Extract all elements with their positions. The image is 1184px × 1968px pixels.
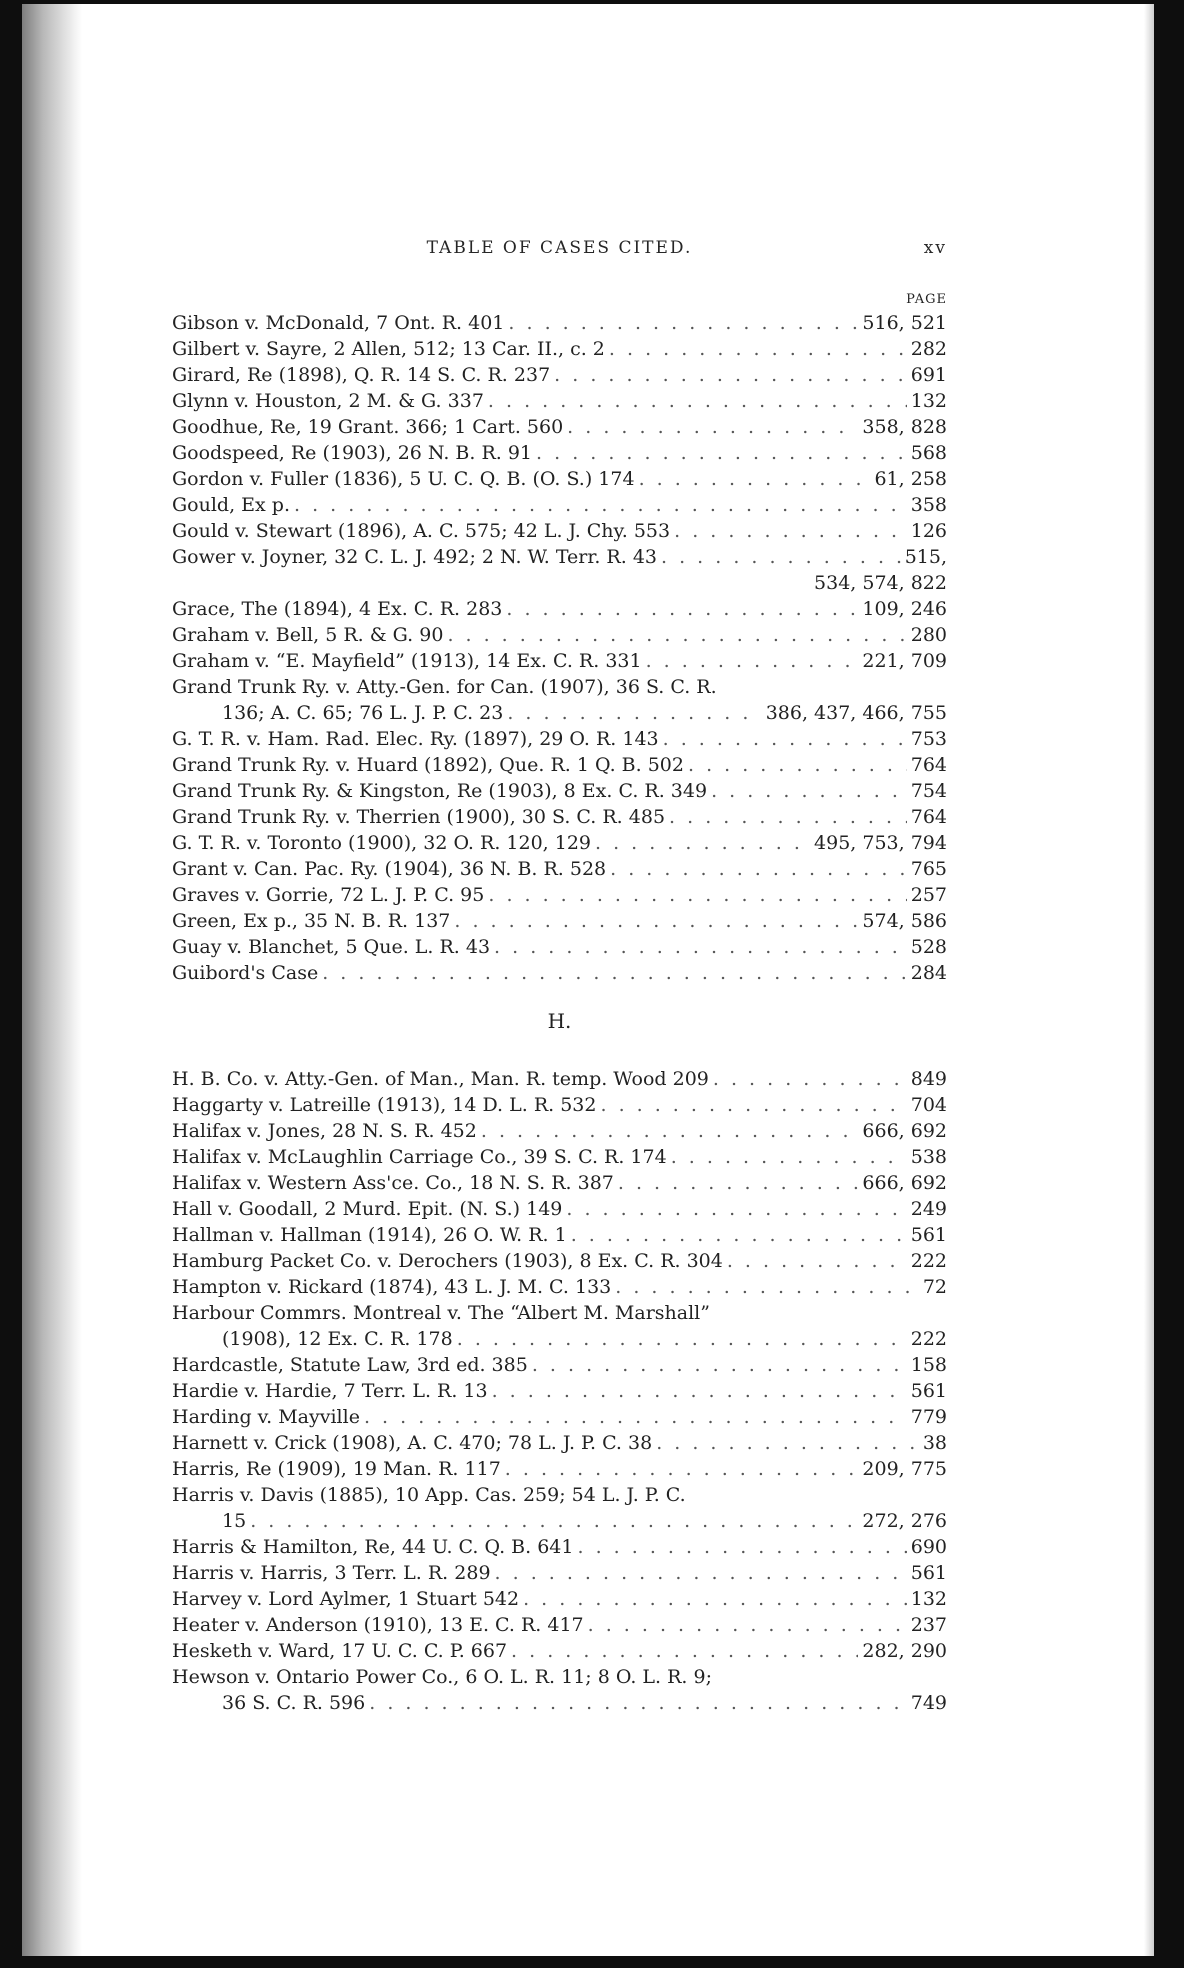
case-entry (172, 934, 947, 960)
case-citation: Harnett v. Crick (1908), A. C. 470; 78 L. J. P. C. 38 (172, 1432, 653, 1454)
dot-leader (610, 856, 907, 882)
section-h-list (172, 1066, 947, 1716)
case-entry (172, 544, 947, 570)
page-references: 764 (910, 806, 947, 828)
case-entry (172, 1534, 947, 1560)
case-citation: Harbour Commrs. Montreal v. The “Albert M. Marshall” (172, 1302, 710, 1324)
case-citation: 36 S. C. R. 596 (222, 1692, 366, 1714)
case-entry (172, 1092, 947, 1118)
case-citation: Grand Trunk Ry. v. Therrien (1900), 30 S. C. R. 485 (172, 806, 666, 828)
page-references: 515, (904, 546, 947, 568)
case-citation: Grand Trunk Ry. v. Atty.-Gen. for Can. (1907), 36 S. C. R. (172, 676, 717, 698)
dot-leader (674, 518, 907, 544)
page-references: 561 (910, 1224, 947, 1246)
case-entry (172, 856, 947, 882)
case-citation: Gilbert v. Sayre, 2 Allen, 512; 13 Car. II., c. 2 (172, 338, 605, 360)
page-references: 765 (910, 858, 947, 880)
page-references: 284 (910, 962, 947, 984)
case-citation: Halifax v. Western Ass'ce. Co., 18 N. S. R. 387 (172, 1172, 614, 1194)
case-citation: Harvey v. Lord Aylmer, 1 Stuart 542 (172, 1588, 520, 1610)
case-citation: Goodspeed, Re (1903), 26 N. B. R. 91 (172, 442, 533, 464)
case-citation: Harris v. Davis (1885), 10 App. Cas. 259; 54 L. J. P. C. (172, 1484, 686, 1506)
page-references: 666, 692 (862, 1120, 947, 1142)
case-citation: Hewson v. Ontario Power Co., 6 O. L. R. 11; 8 O. L. R. 9; (172, 1666, 712, 1688)
case-citation: Hall v. Goodall, 2 Murd. Epit. (N. S.) 149 (172, 1198, 563, 1220)
case-citation: Gould, Ex p. (172, 494, 290, 516)
dot-leader (713, 1066, 907, 1092)
case-entry (172, 1274, 947, 1300)
case-entry (172, 362, 947, 388)
dot-leader (369, 1690, 907, 1716)
case-citation: Hardcastle, Statute Law, 3rd ed. 385 (172, 1354, 528, 1376)
case-citation: Guibord's Case (172, 962, 319, 984)
case-entry (172, 596, 947, 622)
case-entry (172, 960, 947, 986)
case-citation: Grant v. Can. Pac. Ry. (1904), 36 N. B. R. 528 (172, 858, 607, 880)
page-column-label: PAGE (906, 292, 947, 307)
dot-leader (536, 440, 907, 466)
case-entry (172, 622, 947, 648)
page-references: 764 (910, 754, 947, 776)
dot-leader (454, 908, 858, 934)
case-entry (172, 1066, 947, 1092)
case-citation: Grand Trunk Ry. v. Huard (1892), Que. R. 1 Q. B. 502 (172, 754, 684, 776)
dot-leader (600, 1092, 906, 1118)
page-references: 109, 246 (862, 598, 947, 620)
case-entry (172, 1612, 947, 1638)
case-citation: Hamburg Packet Co. v. Derochers (1903), 8 Ex. C. R. 304 (172, 1250, 723, 1272)
page-references: 358, 828 (862, 416, 947, 438)
section-g-list (172, 310, 947, 986)
book-page (22, 4, 1154, 1956)
case-citation: Green, Ex p., 35 N. B. R. 137 (172, 910, 451, 932)
page-references: 221, 709 (862, 650, 947, 672)
case-entry (172, 1222, 947, 1248)
dot-leader (639, 466, 871, 492)
dot-leader (578, 1534, 907, 1560)
case-citation: Harding v. Mayville (172, 1406, 360, 1428)
dot-leader (294, 492, 907, 518)
case-entry (172, 310, 947, 336)
case-entry (172, 648, 947, 674)
case-entry (172, 1482, 947, 1508)
page-references: 132 (910, 1588, 947, 1610)
case-entry (172, 1664, 947, 1690)
page-references: 779 (910, 1406, 947, 1428)
case-entry (172, 830, 947, 856)
dot-leader (571, 1222, 907, 1248)
dot-leader (588, 1612, 907, 1638)
case-citation: Halifax v. Jones, 28 N. S. R. 452 (172, 1120, 477, 1142)
page-references: 538 (910, 1146, 947, 1168)
case-citation: Goodhue, Re, 19 Grant. 366; 1 Cart. 560 (172, 416, 564, 438)
case-entry (172, 778, 947, 804)
case-entry-continuation (172, 570, 947, 596)
case-entry (172, 1430, 947, 1456)
page-references: 209, 775 (862, 1458, 947, 1480)
page-references: 561 (910, 1562, 947, 1584)
case-citation: Gibson v. McDonald, 7 Ont. R. 401 (172, 312, 505, 334)
page-references: 72 (922, 1276, 947, 1298)
case-citation: Hesketh v. Ward, 17 U. C. C. P. 667 (172, 1640, 508, 1662)
page-references: 272, 276 (862, 1510, 947, 1532)
page-references: 849 (910, 1068, 947, 1090)
dot-leader (646, 648, 859, 674)
page-references: 704 (910, 1094, 947, 1116)
page-references: 358 (910, 494, 947, 516)
dot-leader (506, 596, 858, 622)
case-entry (172, 1352, 947, 1378)
page-references: 666, 692 (862, 1172, 947, 1194)
case-citation: Graham v. “E. Mayfield” (1913), 14 Ex. C. R. 331 (172, 650, 642, 672)
dot-leader (250, 1508, 858, 1534)
case-entry (172, 726, 947, 752)
case-entry (172, 908, 947, 934)
running-title: TABLE OF CASES CITED. (426, 238, 693, 258)
case-entry (172, 1404, 947, 1430)
dot-leader (488, 388, 907, 414)
page-references: 38 (922, 1432, 947, 1454)
case-citation: G. T. R. v. Ham. Rad. Elec. Ry. (1897), 29 O. R. 143 (172, 728, 659, 750)
case-citation: Haggarty v. Latreille (1913), 14 D. L. R. 532 (172, 1094, 597, 1116)
dot-leader (492, 1378, 907, 1404)
case-index (172, 290, 947, 1716)
case-entry (172, 1378, 947, 1404)
page-references: 132 (910, 390, 947, 412)
dot-leader (481, 1118, 859, 1144)
case-citation: G. T. R. v. Toronto (1900), 32 O. R. 120, 129 (172, 832, 592, 854)
page-number: xv (923, 238, 947, 258)
case-citation: Harris v. Harris, 3 Terr. L. R. 289 (172, 1562, 491, 1584)
case-entry (172, 492, 947, 518)
dot-leader (532, 1352, 907, 1378)
case-entry (172, 1586, 947, 1612)
case-entry (172, 388, 947, 414)
case-citation: Harris, Re (1909), 19 Man. R. 117 (172, 1458, 501, 1480)
page-references: 280 (910, 624, 947, 646)
page-references: 749 (910, 1692, 947, 1714)
dot-leader (727, 1248, 907, 1274)
dot-leader (511, 1638, 858, 1664)
dot-leader (656, 1430, 919, 1456)
page-references: 691 (910, 364, 947, 386)
section-heading-h: H. (547, 1009, 572, 1033)
case-entry (172, 752, 947, 778)
dot-leader (688, 752, 907, 778)
case-citation: 15 (222, 1510, 247, 1532)
dot-leader (508, 310, 858, 336)
page-references: 753 (910, 728, 947, 750)
dot-leader (566, 1196, 906, 1222)
page-references: 528 (910, 936, 947, 958)
dot-leader (663, 726, 907, 752)
page-edge (1144, 4, 1154, 1956)
case-citation: Graves v. Gorrie, 72 L. J. P. C. 95 (172, 884, 485, 906)
case-entry (172, 700, 947, 726)
case-citation: Hallman v. Hallman (1914), 26 O. W. R. 1 (172, 1224, 567, 1246)
page-references: 126 (910, 520, 947, 542)
dot-leader (488, 882, 906, 908)
case-citation: Gordon v. Fuller (1836), 5 U. C. Q. B. (O. S.) 174 (172, 468, 635, 490)
page-references: 516, 521 (862, 312, 947, 334)
case-citation: Graham v. Bell, 5 R. & G. 90 (172, 624, 444, 646)
case-citation: Heater v. Anderson (1910), 13 E. C. R. 417 (172, 1614, 584, 1636)
page-references: 568 (910, 442, 947, 464)
dot-leader (567, 414, 858, 440)
dot-leader (523, 1586, 907, 1612)
page-references: 561 (910, 1380, 947, 1402)
case-entry (172, 1170, 947, 1196)
page-references: 61, 258 (874, 468, 947, 490)
case-citation: Halifax v. McLaughlin Carriage Co., 39 S. C. R. 174 (172, 1146, 667, 1168)
case-entry (172, 804, 947, 830)
case-citation: Glynn v. Houston, 2 M. & G. 337 (172, 390, 484, 412)
dot-leader (615, 1274, 919, 1300)
case-entry (172, 1326, 947, 1352)
dot-leader (505, 1456, 859, 1482)
case-citation: Gower v. Joyner, 32 C. L. J. 492; 2 N. W. Terr. R. 43 (172, 546, 657, 568)
dot-leader (595, 830, 810, 856)
running-header (172, 238, 947, 268)
case-entry (172, 1300, 947, 1326)
case-citation: Guay v. Blanchet, 5 Que. L. R. 43 (172, 936, 491, 958)
dot-leader (494, 934, 907, 960)
case-entry (172, 1118, 947, 1144)
page-references: 534, 574, 822 (814, 572, 947, 594)
page-references: 574, 586 (862, 910, 947, 932)
case-entry (172, 414, 947, 440)
case-entry (172, 518, 947, 544)
page-references: 158 (910, 1354, 947, 1376)
case-entry (172, 1248, 947, 1274)
dot-leader (671, 1144, 907, 1170)
case-citation: Harris & Hamilton, Re, 44 U. C. Q. B. 641 (172, 1536, 574, 1558)
case-entry (172, 1196, 947, 1222)
case-entry (172, 1144, 947, 1170)
case-citation: (1908), 12 Ex. C. R. 178 (222, 1328, 453, 1350)
dot-leader (669, 804, 907, 830)
dot-leader (618, 1170, 859, 1196)
dot-leader (661, 544, 901, 570)
page-references: 754 (910, 780, 947, 802)
dot-leader (609, 336, 907, 362)
dot-leader (507, 700, 761, 726)
page-references: 495, 753, 794 (814, 832, 947, 854)
page-references: 237 (910, 1614, 947, 1636)
case-citation: H. B. Co. v. Atty.-Gen. of Man., Man. R. temp. Wood 209 (172, 1068, 709, 1090)
page-gutter-shadow (22, 4, 82, 1956)
page-references: 249 (910, 1198, 947, 1220)
case-entry (172, 882, 947, 908)
case-citation: Girard, Re (1898), Q. R. 14 S. C. R. 237 (172, 364, 551, 386)
case-citation: 136; A. C. 65; 76 L. J. P. C. 23 (222, 702, 504, 724)
dot-leader (364, 1404, 907, 1430)
dot-leader (457, 1326, 907, 1352)
case-entry (172, 1508, 947, 1534)
case-entry (172, 674, 947, 700)
case-entry (172, 440, 947, 466)
case-citation: Grand Trunk Ry. & Kingston, Re (1903), 8 Ex. C. R. 349 (172, 780, 708, 802)
case-entry (172, 1638, 947, 1664)
page-references: 282, 290 (862, 1640, 947, 1662)
page-references: 222 (910, 1250, 947, 1272)
dot-leader (711, 778, 907, 804)
dot-leader (554, 362, 907, 388)
case-citation: Hampton v. Rickard (1874), 43 L. J. M. C. 133 (172, 1276, 612, 1298)
case-entry (172, 466, 947, 492)
case-citation: Hardie v. Hardie, 7 Terr. L. R. 13 (172, 1380, 488, 1402)
case-citation: Grace, The (1894), 4 Ex. C. R. 283 (172, 598, 503, 620)
page-references: 222 (910, 1328, 947, 1350)
page-references: 690 (910, 1536, 947, 1558)
page-references: 257 (910, 884, 947, 906)
case-entry (172, 1560, 947, 1586)
page-references: 282 (910, 338, 947, 360)
case-citation: Gould v. Stewart (1896), A. C. 575; 42 L. J. Chy. 553 (172, 520, 671, 542)
dot-leader (495, 1560, 907, 1586)
dot-leader (322, 960, 907, 986)
dot-leader (447, 622, 906, 648)
page-references: 386, 437, 466, 755 (765, 702, 947, 724)
case-entry (172, 1456, 947, 1482)
case-entry (172, 1690, 947, 1716)
case-entry (172, 336, 947, 362)
